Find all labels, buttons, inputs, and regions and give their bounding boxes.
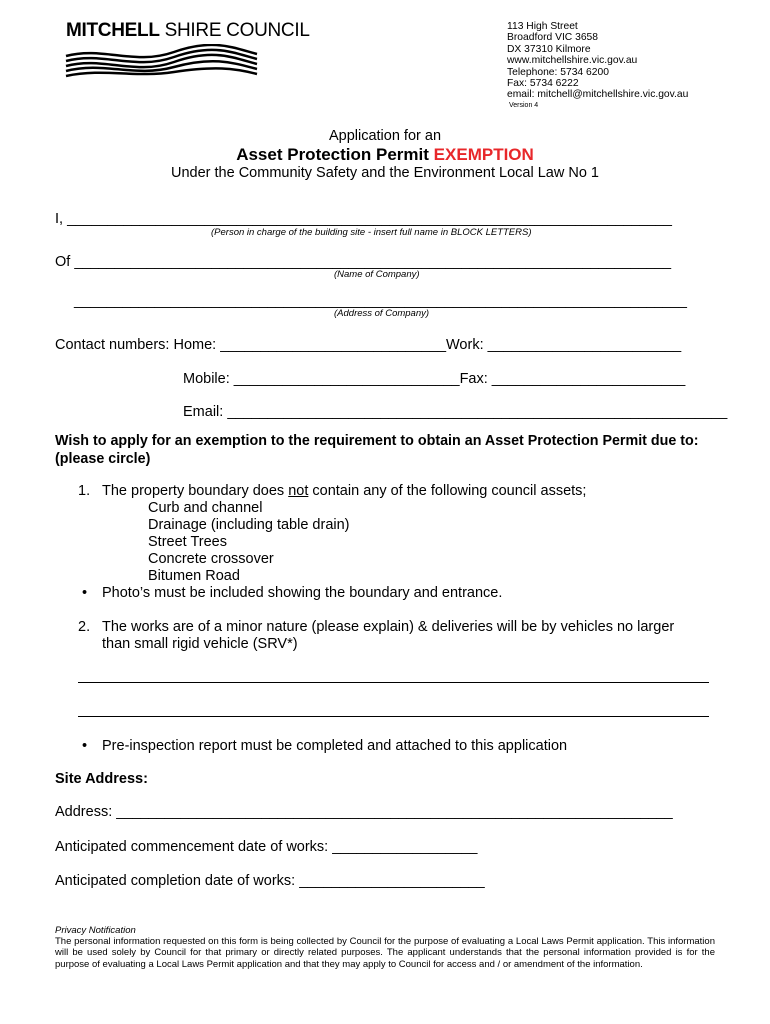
page-title xyxy=(0,145,770,165)
asset-item: Drainage (including table drain) xyxy=(148,517,350,533)
telephone-line: Telephone: 5734 6200 xyxy=(507,66,609,78)
applicant-name-hint: (Person in charge of the building site - insert full name in BLOCK LETTERS) xyxy=(211,227,532,238)
company-name-hint: (Name of Company) xyxy=(334,269,420,280)
bullet-dot-icon: • xyxy=(82,738,88,754)
council-logo-text xyxy=(66,20,310,42)
privacy-title: Privacy Notification xyxy=(55,925,136,936)
asset-item: Curb and channel xyxy=(148,500,263,516)
reason-1-text-pre: The property boundary does xyxy=(102,483,289,499)
email-field[interactable]: Email: ______________________________________________________________ xyxy=(183,404,728,420)
page-subtitle: Under the Community Safety and the Environment Local Law No 1 xyxy=(171,165,599,181)
asset-item: Bitumen Road xyxy=(148,568,240,584)
title-exemption: EXEMPTION xyxy=(433,145,534,164)
title-main: Asset Protection Permit xyxy=(236,145,429,164)
commencement-date-field[interactable]: Anticipated commencement date of works: __________________ xyxy=(55,839,478,855)
company-name-field[interactable]: Of __________________________________________________________________________ xyxy=(55,254,672,270)
explanation-line-2[interactable] xyxy=(78,716,709,717)
company-address-field[interactable]: ____________________________________________________________________________ xyxy=(74,293,687,309)
reason-1-text[interactable] xyxy=(102,483,586,500)
reason-1-not-emphasis: not xyxy=(288,483,309,499)
photo-requirement-text: Photo’s must be included showing the boundary and entrance. xyxy=(102,585,503,601)
reason-2-line: than small rigid vehicle (SRV*) xyxy=(102,636,298,652)
reason-1-text-post: contain any of the following council assets; xyxy=(308,483,587,499)
site-address-heading: Site Address: xyxy=(55,771,148,787)
logo-bold-text: MITCHELL xyxy=(66,20,160,41)
website-link[interactable]: www.mitchellshire.vic.gov.au xyxy=(507,55,638,67)
pre-inspection-text: Pre-inspection report must be completed and attached to this application xyxy=(102,738,568,754)
reason-1-number[interactable]: 1. xyxy=(78,483,91,499)
application-for-label: Application for an xyxy=(328,128,442,144)
asset-item: Concrete crossover xyxy=(148,551,274,567)
asset-list xyxy=(148,500,350,585)
reason-2-text[interactable] xyxy=(102,619,674,653)
address-line: DX 37310 Kilmore xyxy=(507,43,591,55)
council-address-block xyxy=(507,21,688,110)
site-address-field[interactable]: Address: _____________________________________________________________________ xyxy=(55,804,673,820)
reason-2-line: The works are of a minor nature (please explain) & deliveries will be by vehicles no larger xyxy=(102,619,675,635)
version-label: Version 4 xyxy=(509,101,539,109)
email-link[interactable]: email: mitchell@mitchellshire.vic.gov.au xyxy=(507,89,689,101)
mobile-fax-field[interactable]: Mobile: ____________________________Fax: ________________________ xyxy=(183,371,686,387)
bullet-dot-icon: • xyxy=(82,585,88,601)
asset-item: Street Trees xyxy=(148,534,227,550)
company-address-hint: (Address of Company) xyxy=(334,308,430,319)
completion-date-field[interactable]: Anticipated completion date of works: _______________________ xyxy=(55,873,485,889)
logo-regular-text: SHIRE COUNCIL xyxy=(164,20,310,41)
privacy-text: The personal information requested on this form is being collected by Council for the purpose of evaluating a Local Laws Permit application. This information will be used solely by Council for that primary or directly related purposes. The applicant understands that the personal information provided is for the purpose of evaluating a Local Laws Permit application and that they may apply to Council for access and / or amendment of the information. xyxy=(55,936,715,970)
contact-home-work-field[interactable]: Contact numbers: Home: ____________________________Work: ________________________ xyxy=(55,337,682,353)
fax-line: Fax: 5734 6222 xyxy=(507,78,579,90)
address-line: Broadford VIC 3658 xyxy=(507,32,599,44)
address-line: 113 High Street xyxy=(507,21,578,32)
exemption-heading: Wish to apply for an exemption to the requirement to obtain an Asset Protection Permit due to: (please circle) xyxy=(55,433,699,467)
reason-2-number[interactable]: 2. xyxy=(78,619,91,635)
explanation-line-1[interactable] xyxy=(78,682,709,683)
council-logo-waves-icon xyxy=(64,44,259,78)
applicant-name-field[interactable]: I, ___________________________________________________________________________ xyxy=(55,211,672,227)
